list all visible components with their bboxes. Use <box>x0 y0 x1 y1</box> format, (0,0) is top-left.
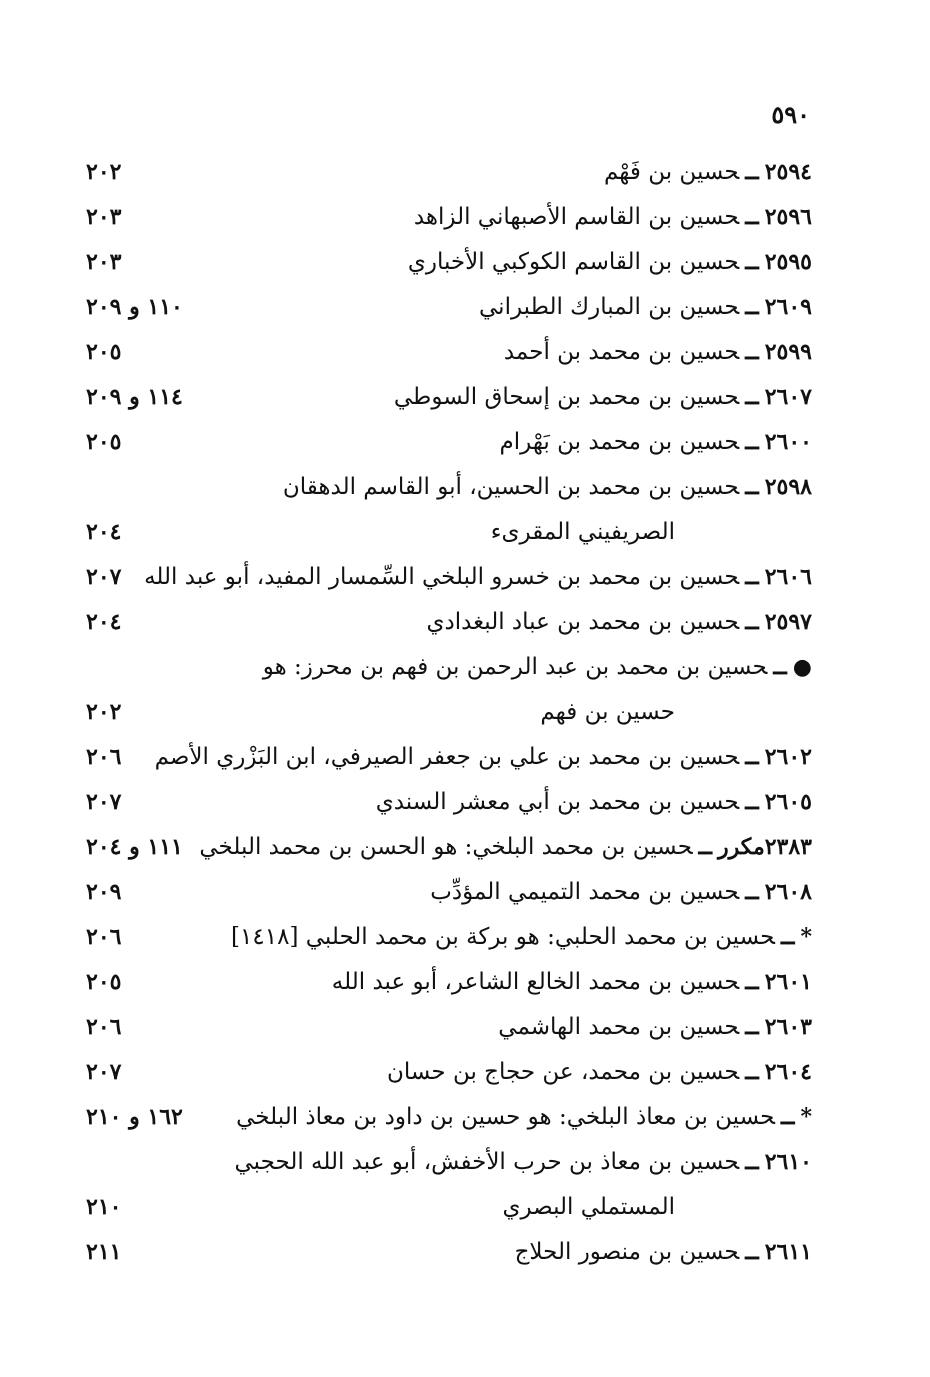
entry-main <box>498 1009 812 1045</box>
entry-separator: ــ <box>745 1238 759 1265</box>
entry-name: حسين بن فَهْم <box>604 159 740 185</box>
entry-name: حسين بن محمد الخالع الشاعر، أبو عبد الله <box>331 969 740 995</box>
entry-separator: ــ <box>773 653 787 680</box>
entry-number: ٢٥٩٧ <box>764 609 812 635</box>
entry-name: الصريفيني المقرىء <box>490 519 675 545</box>
index-entry <box>0 330 930 375</box>
entry-name: حسين بن محمد بن أبي معشر السندي <box>375 789 740 815</box>
entry-main <box>263 649 812 685</box>
entry-pages: ١١١ و ٢٠٤ <box>86 834 183 860</box>
index-entry <box>0 195 930 240</box>
entry-pages: ٢١٠ <box>86 1194 122 1220</box>
entry-main <box>376 784 812 820</box>
entry-pages: ٢١١ <box>86 1239 122 1265</box>
entry-main <box>515 1234 812 1270</box>
index-entry <box>0 870 930 915</box>
entry-number: ٢٦١٠ <box>764 1149 812 1175</box>
entry-number: * <box>800 1104 812 1130</box>
index-entry <box>0 285 930 330</box>
entry-main <box>500 424 813 460</box>
entry-separator: ــ <box>745 203 759 230</box>
entry-separator: ــ <box>781 1103 795 1130</box>
index-entry <box>0 420 930 465</box>
entry-name: حسين بن محمد بن الحسين، أبو القاسم الدهقان <box>282 474 740 500</box>
entry-name: حسين بن القاسم الأصبهاني الزاهد <box>413 204 740 230</box>
entry-number: ٢٥٩٥ <box>764 249 812 275</box>
entry-name: المستملي البصري <box>502 1194 675 1220</box>
entry-main <box>491 514 675 550</box>
entry-number: ٢٦٠٦ <box>764 564 812 590</box>
entry-separator: ــ <box>698 833 713 860</box>
index-entry <box>0 465 930 510</box>
entry-number: ● <box>792 654 812 680</box>
entry-name: حسين بن محمد التميمي المؤدِّب <box>430 879 740 905</box>
index-entry-continuation <box>0 510 930 555</box>
entry-separator: ــ <box>745 338 759 365</box>
entry-number: ٢٦٠٢ <box>764 744 812 770</box>
entry-main <box>426 604 812 640</box>
index-entry <box>0 780 930 825</box>
entry-separator: ــ <box>745 608 759 635</box>
index-entry <box>0 150 930 195</box>
entry-main <box>604 154 812 190</box>
index-entry <box>0 1095 930 1140</box>
entry-separator: ــ <box>745 473 759 500</box>
entry-pages: ٢٠٦ <box>86 924 122 950</box>
entry-pages: ٢٠٩ <box>86 879 122 905</box>
entry-number: ٢٥٩٤ <box>764 159 812 185</box>
entry-number: ٢٥٩٩ <box>764 339 812 365</box>
entry-main <box>540 694 675 730</box>
entry-name: حسين بن محمد بن أحمد <box>503 339 740 365</box>
entry-number: ٢٣٨٣مكرر <box>718 834 812 860</box>
entry-name: حسين بن محمد البلخي: هو الحسن بن محمد البلخي <box>199 834 693 860</box>
entry-pages: ١١٠ و ٢٠٩ <box>86 294 183 320</box>
entry-main <box>235 1144 812 1180</box>
entry-separator: ــ <box>745 1013 759 1040</box>
entry-name: حسين بن محمد بن إسحاق السوطي <box>393 384 740 410</box>
entry-number: ٢٥٩٨ <box>764 474 812 500</box>
index-list <box>0 150 930 1275</box>
entry-main <box>479 289 812 325</box>
entry-separator: ــ <box>745 248 759 275</box>
entry-separator: ــ <box>745 293 759 320</box>
entry-pages: ٢٠٦ <box>86 1014 122 1040</box>
entry-name: حسين بن محمد بن بَهْرام <box>499 429 740 455</box>
entry-main <box>502 1189 675 1225</box>
entry-separator: ــ <box>745 743 759 770</box>
entry-name: حسين بن محمد، عن حجاج بن حسان <box>387 1059 740 1085</box>
index-entry <box>0 600 930 645</box>
entry-name: حسين بن فهم <box>540 699 675 725</box>
entry-separator: ــ <box>745 428 759 455</box>
entry-number: ٢٦١١ <box>764 1239 812 1265</box>
entry-main <box>231 919 812 955</box>
entry-name: حسين بن محمد بن خسرو البلخي السِّمسار المفيد، أبو عبد الله <box>144 564 740 590</box>
entry-separator: ــ <box>745 1148 759 1175</box>
entry-number: ٢٦٠٧ <box>764 384 812 410</box>
entry-name: حسين بن محمد بن علي بن جعفر الصيرفي، ابن البَزْري الأصم <box>154 744 740 770</box>
index-entry <box>0 1050 930 1095</box>
entry-number: ٢٦٠١ <box>764 969 812 995</box>
entry-main <box>199 829 812 865</box>
index-entry <box>0 825 930 870</box>
entry-main <box>394 379 812 415</box>
index-entry <box>0 960 930 1005</box>
entry-pages: ٢٠٥ <box>86 339 122 365</box>
entry-main <box>283 469 812 505</box>
entry-number: ٢٦٠٨ <box>764 879 812 905</box>
entry-pages: ٢٠٢ <box>86 159 122 185</box>
entry-main <box>430 874 812 910</box>
entry-separator: ــ <box>745 1058 759 1085</box>
index-entry <box>0 375 930 420</box>
entry-number: * <box>800 924 812 950</box>
entry-number: ٢٦٠٤ <box>764 1059 812 1085</box>
entry-pages: ٢٠٣ <box>86 249 122 275</box>
entry-separator: ــ <box>745 968 759 995</box>
entry-pages: ٢٠٤ <box>86 609 122 635</box>
entry-name: حسين بن معاذ البلخي: هو حسين بن داود بن معاذ البلخي <box>236 1104 775 1130</box>
entry-pages: ٢٠٥ <box>86 969 122 995</box>
entry-pages: ٢٠٧ <box>86 1059 122 1085</box>
entry-name: حسين بن محمد الحلبي: هو بركة بن محمد الحلبي [١٤١٨] <box>231 924 775 950</box>
entry-separator: ــ <box>745 878 759 905</box>
entry-pages: ١١٤ و ٢٠٩ <box>86 384 183 410</box>
entry-separator: ــ <box>745 788 759 815</box>
entry-pages: ٢٠٣ <box>86 204 122 230</box>
entry-number: ٢٥٩٦ <box>764 204 812 230</box>
index-entry <box>0 915 930 960</box>
entry-pages: ٢٠٤ <box>86 519 122 545</box>
entry-main <box>408 244 812 280</box>
entry-separator: ــ <box>781 923 795 950</box>
entry-main <box>387 1054 812 1090</box>
entry-pages: ٢٠٢ <box>86 699 122 725</box>
entry-name: حسين بن محمد بن عبد الرحمن بن فهم بن محرز: هو <box>262 654 768 680</box>
entry-number: ٢٦٠٣ <box>764 1014 812 1040</box>
entry-main <box>144 559 812 595</box>
entry-pages: ٢٠٧ <box>86 789 122 815</box>
entry-name: حسين بن محمد الهاشمي <box>498 1014 740 1040</box>
entry-name: حسين بن منصور الحلاج <box>514 1239 740 1265</box>
entry-main <box>414 199 812 235</box>
entry-name: حسين بن المبارك الطبراني <box>479 294 740 320</box>
index-entry <box>0 1005 930 1050</box>
entry-name: حسين بن معاذ بن حرب الأخفش، أبو عبد الله الحجبي <box>234 1149 740 1175</box>
entry-main <box>504 334 812 370</box>
entry-separator: ــ <box>745 158 759 185</box>
page-number: ٥٩٠ <box>771 100 810 129</box>
entry-pages: ١٦٢ و ٢١٠ <box>86 1104 183 1130</box>
index-entry-continuation <box>0 690 930 735</box>
entry-main <box>155 739 812 775</box>
entry-name: حسين بن محمد بن عباد البغدادي <box>426 609 740 635</box>
entry-separator: ــ <box>745 563 759 590</box>
entry-separator: ــ <box>745 383 759 410</box>
index-entry <box>0 1230 930 1275</box>
index-entry <box>0 645 930 690</box>
entry-number: ٢٦٠٩ <box>764 294 812 320</box>
entry-main <box>332 964 812 1000</box>
index-entry <box>0 240 930 285</box>
entry-pages: ٢٠٦ <box>86 744 122 770</box>
index-entry-continuation <box>0 1185 930 1230</box>
index-entry <box>0 735 930 780</box>
index-entry <box>0 1140 930 1185</box>
entry-main <box>236 1099 812 1135</box>
index-entry <box>0 555 930 600</box>
entry-number: ٢٦٠٥ <box>764 789 812 815</box>
entry-pages: ٢٠٥ <box>86 429 122 455</box>
entry-name: حسين بن القاسم الكوكبي الأخباري <box>407 249 740 275</box>
entry-pages: ٢٠٧ <box>86 564 122 590</box>
entry-number: ٢٦٠٠ <box>764 429 812 455</box>
